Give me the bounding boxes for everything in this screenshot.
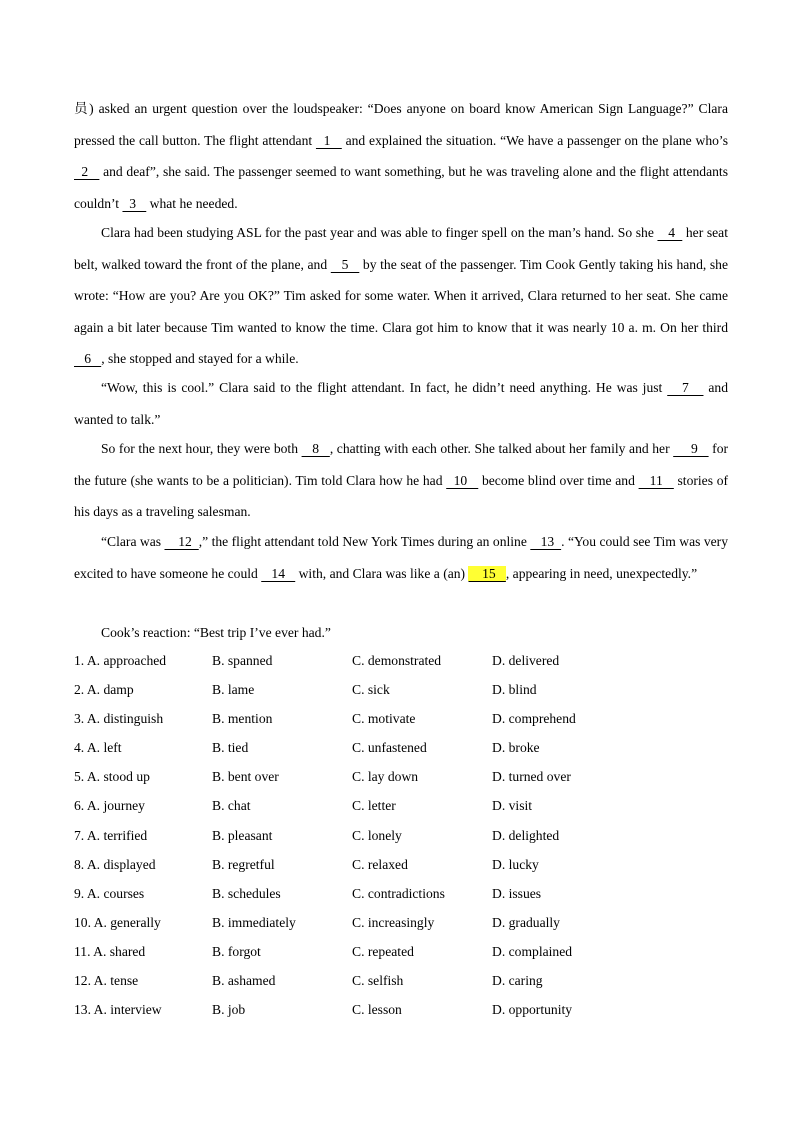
blank-14: 14 (261, 565, 296, 581)
option-d: D. gradually (492, 914, 560, 930)
passage-text: what he needed. (146, 195, 238, 211)
option-a: 11. A. shared (74, 943, 146, 959)
option-b: B. mention (212, 711, 273, 727)
passage-text: “Wow, this is cool.” Clara said to the flight attendant. In fact, he didn’t need anything. He was just (101, 380, 668, 395)
option-b: B. regretful (212, 856, 275, 872)
option-b: B. bent over (212, 769, 279, 785)
passage-text: by the seat of the passenger. Tim Cook Gently taking his hand, she wrote: “How are you? Are you OK?” Tim asked for some water. When it arrived, Clara returned to her seat. She came again a bit later because Tim wanted to know the time. Clara got him to know that it was nearly 10 a. m. On her third (74, 256, 729, 335)
option-a: 13. A. interview (74, 1002, 162, 1018)
blank-9: 9 (673, 441, 709, 456)
passage-text: “Clara was (101, 534, 165, 549)
option-row (74, 879, 734, 908)
option-a: 12. A. tense (74, 973, 139, 989)
option-d: D. issues (492, 885, 542, 901)
passage-text: and wanted to talk.” (74, 380, 729, 427)
option-d: D. delighted (492, 827, 560, 843)
passage-text: become blind over time and (478, 472, 639, 488)
option-a: 5. A. stood up (74, 769, 150, 785)
option-d: D. delivered (492, 653, 560, 668)
blank-7: 7 (667, 380, 704, 395)
option-a: 2. A. damp (74, 682, 134, 698)
passage-text: So for the next hour, they were both (101, 441, 302, 456)
option-a: 9. A. courses (74, 885, 145, 901)
option-row (74, 675, 734, 704)
blank-2: 2 (74, 164, 100, 179)
paragraph-3 (74, 372, 728, 435)
option-d: D. turned over (492, 769, 571, 785)
option-c: C. lesson (352, 1002, 402, 1018)
blank-12: 12 (164, 534, 199, 549)
option-row (74, 791, 734, 820)
option-b: B. pleasant (212, 827, 273, 843)
option-d: D. blind (492, 682, 537, 698)
option-c: C. demonstrated (352, 653, 442, 668)
option-row (74, 762, 734, 791)
blank-10: 10 (446, 472, 479, 488)
passage-text: , appearing in need, unexpectedly.” (505, 565, 698, 581)
option-b: B. job (212, 1002, 246, 1018)
option-c: C. sick (352, 682, 390, 698)
option-a: 10. A. generally (74, 914, 161, 930)
passage-text: , chatting with each other. She talked about her family and her (329, 441, 674, 456)
blank-3: 3 (122, 195, 147, 211)
options-list (74, 646, 734, 1024)
option-c: C. repeated (352, 943, 414, 959)
blank-6: 6 (74, 351, 102, 366)
blank-8: 8 (301, 441, 330, 456)
blank-1: 1 (315, 132, 342, 148)
blank-11: 11 (638, 472, 674, 488)
passage-text: with, and Clara was like a (an) (295, 565, 469, 581)
option-b: B. immediately (212, 914, 296, 930)
option-b: B. ashamed (212, 973, 276, 989)
option-row (74, 733, 734, 762)
passage-text: Cook’s reaction: “Best trip I’ve ever had.” (101, 625, 331, 640)
option-b: B. tied (212, 740, 249, 756)
option-d: D. broke (492, 740, 540, 756)
passage-text: ,” the flight attendant told New York Times during an online (198, 534, 531, 549)
passage-text: 员) asked an urgent question over the loudspeaker: “Does anyone on board know American Sign Language?” Clara pressed the call button. The flight attendant (74, 101, 728, 148)
option-d: D. complained (492, 943, 573, 959)
option-a: 3. A. distinguish (74, 711, 164, 727)
option-a: 4. A. left (74, 740, 122, 756)
option-row (74, 850, 734, 879)
option-a: 1. A. approached (74, 653, 167, 668)
option-a: 7. A. terrified (74, 827, 148, 843)
blank-15: 15 (468, 565, 506, 581)
paragraph-2 (74, 217, 728, 375)
blank-13: 13 (530, 534, 562, 549)
passage-text: for the future (she wants to be a politician). Tim told Clara how he had (74, 441, 729, 488)
option-row (74, 646, 734, 675)
passage-text: her seat belt, walked toward the front of the plane, and (74, 225, 728, 272)
paragraph-6 (74, 617, 728, 649)
option-c: C. letter (352, 798, 396, 814)
option-a: 6. A. journey (74, 798, 145, 814)
option-d: D. opportunity (492, 1002, 573, 1018)
option-c: C. contradictions (352, 885, 445, 901)
option-row (74, 966, 734, 995)
option-a: 8. A. displayed (74, 856, 156, 872)
option-c: C. relaxed (352, 856, 408, 872)
paragraph-1 (74, 93, 728, 219)
option-row (74, 704, 734, 733)
option-b: B. lame (212, 682, 255, 698)
passage-text: stories of his days as a traveling salesman. (74, 472, 729, 519)
option-b: B. chat (212, 798, 251, 814)
passage-text: , she stopped and stayed for a while. (101, 351, 299, 366)
option-b: B. forgot (212, 943, 261, 959)
option-c: C. lonely (352, 827, 402, 843)
option-d: D. lucky (492, 856, 539, 872)
option-c: C. lay down (352, 769, 419, 785)
passage-text: and explained the situation. “We have a passenger on the plane who’s (341, 132, 728, 148)
option-b: B. schedules (212, 885, 281, 901)
option-d: D. visit (492, 798, 533, 814)
option-row (74, 821, 734, 850)
option-c: C. increasingly (352, 914, 435, 930)
option-row (74, 995, 734, 1024)
option-d: D. caring (492, 973, 543, 989)
option-c: C. motivate (352, 711, 416, 727)
option-b: B. spanned (212, 653, 273, 668)
passage-text: . “You could see Tim was very excited to have someone he could (74, 534, 729, 581)
option-row (74, 937, 734, 966)
paragraph-4 (74, 433, 728, 528)
passage-text: and deaf”, she said. The passenger seemed to want something, but he was traveling alone and the flight attendants couldn’t (74, 164, 728, 211)
option-d: D. comprehend (492, 711, 576, 727)
passage-text: Clara had been studying ASL for the past year and was able to finger spell on the man’s hand. So she (101, 225, 658, 240)
blank-4: 4 (657, 225, 683, 240)
paragraph-5 (74, 526, 728, 589)
option-c: C. selfish (352, 973, 404, 989)
option-row (74, 908, 734, 937)
blank-5: 5 (330, 256, 360, 272)
option-c: C. unfastened (352, 740, 427, 756)
